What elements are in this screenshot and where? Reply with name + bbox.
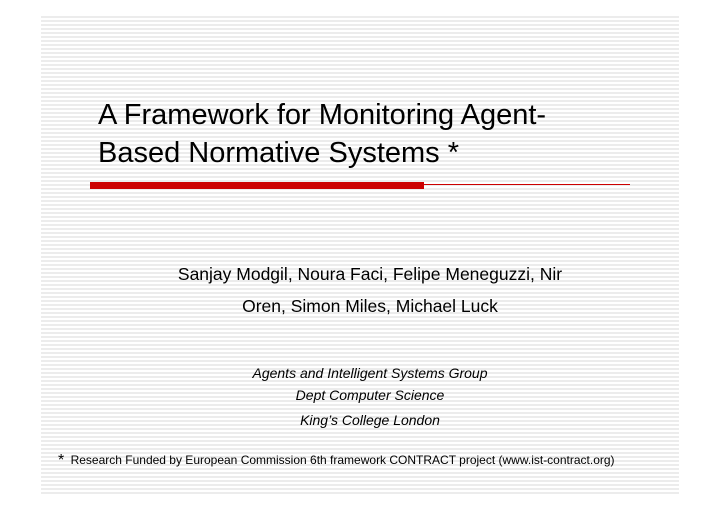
funding-footnote (58, 452, 698, 470)
affiliation-college: King’s College London (300, 412, 440, 428)
affiliation (60, 362, 680, 431)
slide-title (98, 96, 678, 172)
title-underline-thin (424, 184, 630, 185)
authors-line-1: Sanjay Modgil, Noura Faci, Felipe Meneguzzi, Nir (177, 264, 563, 284)
footnote-marker: * (58, 452, 65, 469)
title-underline-thick (90, 182, 424, 189)
authors-line-2: Oren, Simon Miles, Michael Luck (242, 296, 498, 316)
title-line-2: Based Normative Systems * (98, 137, 460, 169)
affiliation-dept: Dept Computer Science (295, 387, 445, 403)
title-line-1: A Framework for Monitoring Agent- (98, 99, 547, 131)
affiliation-group: Agents and Intelligent Systems Group (252, 365, 488, 381)
author-list (60, 258, 680, 322)
footnote-text: Research Funded by European Commission 6th framework CONTRACT project (www.ist-contract.org) (70, 453, 615, 467)
